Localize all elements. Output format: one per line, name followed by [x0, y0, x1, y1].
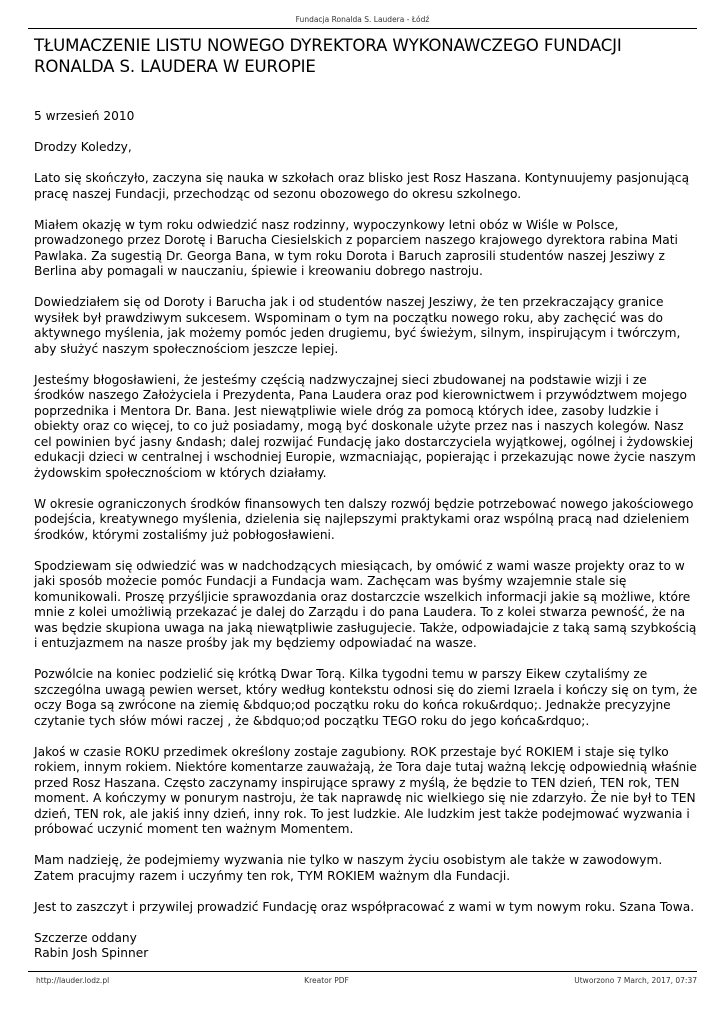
letter-closing: Szczerze oddany	[34, 930, 137, 945]
page-header: Fundacja Ronalda S. Laudera - Łódź	[295, 15, 430, 24]
paragraph: Miałem okazję w tym roku odwiedzić nasz rodzinny, wypoczynkowy letni obóz w Wiśle w Polsce, prowadzonego przez Dorotę i Barucha Ciesielskich z poparciem naszego krajowego dyrektora rabina Mati Pawlaka. Za sugestią Dr. Georga Bana, w tym roku Dorota i Baruch zaprosili studentów naszej Jesziwy z Berlina aby pomagali w nauczaniu, śpiewie i kreowaniu dobrego nastroju.	[34, 217, 678, 278]
footer-generator: Kreator PDF	[304, 976, 349, 985]
paragraph: Jakoś w czasie ROKU przedimek określony zostaje zagubiony. ROK przestaje być ROKIEM i staje się tylko rokiem, innym rokiem. Niektóre komentarze zauważają, że Tora daje tutaj ważną lekcję odpowiednią właśnie przed Rosz Haszana. Często zaczynamy inspirujące sprawy z myślą, że będzie to TEN dzień, TEN rok, TEN moment. A kończymy w ponurym nastroju, że tak naprawdę nic wielkiego się nie zdarzyło. Że nie był to TEN dzień, TEN rok, ale jakiś inny dzień, inny rok. To jest ludzkie. Ale ludzkim jest także podejmować wyzwania i próbować uczynić moment ten ważnym Momentem.	[34, 744, 697, 836]
letter-body	[34, 109, 699, 962]
header-divider	[28, 28, 697, 29]
footer-url[interactable]: http://lauder.lodz.pl	[36, 976, 110, 985]
paragraph: Pozwólcie na koniec podzielić się krótką Dwar Torą. Kilka tygodni temu w parszy Eikew czytaliśmy ze szczególna uwagą pewien werset, który według kontekstu odnosi się do ziemi Izraela i kończy się on tym, że oczy Boga są zwrócone na ziemię &bdquo;od początku roku do końca roku&rdquo;. Jednakże precyzyjne czytanie tych słów mówi raczej , że &bdquo;od początku TEGO roku do jego końca&rdquo;.	[34, 667, 698, 728]
title-line-2: RONALDA S. LAUDERA W EUROPIE	[34, 56, 316, 76]
letter-date: 5 wrzesień 2010	[34, 109, 135, 123]
paragraph: Spodziewam się odwiedzić was w nadchodzących miesiącach, by omówić z wami wasze projekty oraz to w jaki sposób możecie pomóc Fundacji a Fundacja wam. Zachęcam was byśmy wzajemnie stale się komunikowali. Proszę przyśljicie sprawozdania oraz dostarczcie wszelkich informacji jakie są możliwe, które mnie z kolei umożliwią przekazać je dalej do Zarządu i do pana Laudera. To z kolei stwarza pewność, że na was będzie skupiona uwaga na jaką niewątpliwie zasługujecie. Także, odpowiadajcie z taką samą szybkością i entuzjazmem na nasze prośby jak my będziemy odpowiadać na wasze.	[34, 558, 697, 650]
letter-signature: Rabin Josh Spinner	[34, 946, 149, 960]
footer-created-date: Utworzono 7 March, 2017, 07:37	[574, 976, 697, 985]
title-line-1: TŁUMACZENIE LISTU NOWEGO DYREKTORA WYKONAWCZEGO FUNDACJI	[34, 36, 622, 55]
paragraph: W okresie ograniczonych środków finansowych ten dalszy rozwój będzie potrzebować nowego jakościowego podejścia, kreatywnego myślenia, dzielenia się najlepszymi praktykami oraz wspólną pracą nad dzieleniem środków, którymi zostaliśmy już pobłogosławieni.	[34, 496, 694, 542]
letter-greeting: Drodzy Koledzy,	[34, 140, 132, 154]
document-title	[34, 36, 694, 77]
footer-divider	[28, 971, 697, 972]
paragraph: Jest to zaszczyt i przywilej prowadzić Fundację oraz współpracować z wami w tym nowym roku. Szana Towa.	[34, 899, 695, 914]
paragraph: Mam nadzieję, że podejmiemy wyzwania nie tylko w naszym życiu osobistym ale także w zawodowym. Zatem pracujmy razem i uczyńmy ten rok, TYM ROKIEM ważnym dla Fundacji.	[34, 853, 663, 883]
paragraph: Jesteśmy błogosławieni, że jesteśmy częścią nadzwyczajnej sieci zbudowanej na podstawie wizji i ze środków naszego Założyciela i Prezydenta, Pana Laudera oraz pod kierownictwem i przywództwem mojego poprzednika i Mentora Dr. Bana. Jest niewątpliwie wiele dróg za pomocą których idee, zasoby ludzkie i obiekty oraz co więcej, to co już posiadamy, mogą być doskonale użyte przez nas i naszych kolegów. Nasz cel powinien być jasny &ndash; dalej rozwijać Fundację jako dostarczyciela wyjątkowej, ogólnej i żydowskiej edukacji dzieci w centralnej i wschodniej Europie, wzmacniając, popierając i przekazując nowe życie naszym żydowskim społecznościom w których działamy.	[34, 372, 696, 480]
paragraph: Dowiedziałem się od Doroty i Barucha jak i od studentów naszej Jesziwy, że ten przekraczający granice wysiłek był prawdziwym sukcesem. Wspominam o tym na początku nowego roku, aby zachęcić was do aktywnego myślenia, jak możemy pomóc jeden drugiemu, być świeżym, silnym, inspirującym i twórczym, aby służyć naszym społecznościom jeszcze lepiej.	[34, 295, 681, 356]
paragraph: Lato się skończyło, zaczyna się nauka w szkołach oraz blisko jest Rosz Haszana. Kontynuujemy pasjonującą pracę naszej Fundacji, przechodząc od sezonu obozowego do okresu szkolnego.	[34, 171, 690, 201]
